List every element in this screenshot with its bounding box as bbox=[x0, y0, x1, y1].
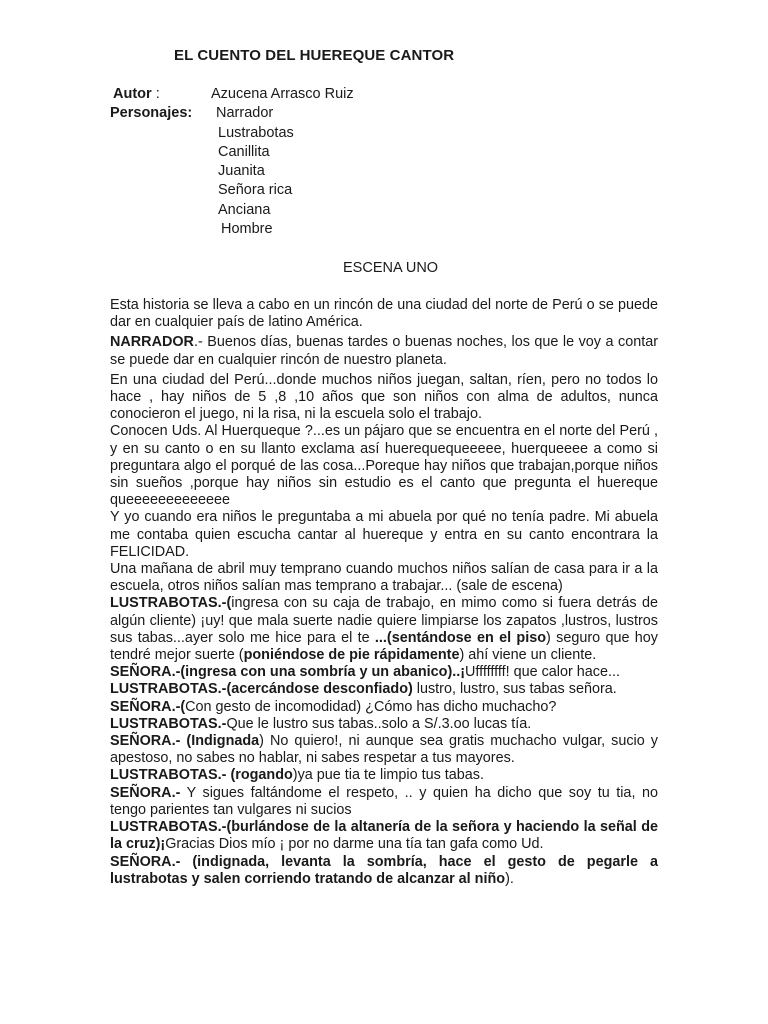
speaker-label: LUSTRABOTAS.-(acercándose desconfiado) bbox=[110, 681, 413, 698]
character-item: Hombre bbox=[221, 221, 273, 237]
stage-direction: poniéndose de pie rápidamente bbox=[243, 647, 460, 664]
character-item: Anciana bbox=[218, 202, 271, 218]
character-item: Juanita bbox=[218, 163, 265, 179]
paragraph bbox=[110, 716, 658, 733]
paragraph bbox=[110, 819, 658, 853]
paragraph: Una mañana de abril muy temprano cuando muchos niños salían de casa para ir a la escuela, otros niños salían mas temprano a trabajar... (sale de escena) bbox=[110, 561, 658, 595]
character-item: Señora rica bbox=[218, 182, 293, 198]
dialogue-text: ) seguro que hoy tendré mejor suerte ( bbox=[110, 629, 658, 664]
speaker-label: NARRADOR bbox=[110, 334, 194, 351]
paragraph: Conocen Uds. Al Huerqueque ?...es un pájaro que se encuentra en el norte del Perú , y en su canto o en su llanto exclama así huerequequeeeee, huerqueeee a como si preguntara algo el porqué de las cosa...Poreque hay niños que trabajan,porque niños sin sueños ,porque hay niños sin estudio es el canto que pregunta el huereque queeeeeeeeeeeee bbox=[110, 423, 658, 509]
dialogue-text: )ya pue tia te limpio tus tabas. bbox=[292, 767, 484, 784]
dialogue-text: lustro, lustro, sus tabas señora. bbox=[412, 681, 617, 698]
paragraph bbox=[110, 785, 658, 819]
stage-direction: ...(sentándose en el piso bbox=[374, 629, 547, 646]
speaker-label: LUSTRABOTAS.- bbox=[110, 715, 227, 732]
paragraph bbox=[110, 699, 658, 716]
dialogue-text: Gracias Dios mío ¡ por no darme una tía tan gafa como Ud. bbox=[165, 836, 544, 853]
speaker-label: SEÑORA.- bbox=[110, 784, 181, 801]
paragraph bbox=[110, 681, 658, 698]
character-item: Lustrabotas bbox=[218, 125, 294, 141]
speaker-label: SEÑORA.-(ingresa con una sombría y un abanico)..¡ bbox=[110, 664, 466, 681]
dialogue-text: ingresa con su caja de trabajo, en mimo como si fuera detrás de algún cliente) ¡uy! que mala suerte nadie quiere limpiarse los zapatos ,lustros, lustros sus tabas...ayer solo me hice para el te bbox=[110, 595, 658, 646]
paragraph: Y yo cuando era niños le preguntaba a mi abuela por qué no tenía padre. Mi abuela me contaba quien escucha cantar al huereque y entra en su canto encontrara la FELICIDAD. bbox=[110, 509, 658, 560]
paragraph: Esta historia se lleva a cabo en un rincón de una ciudad del norte de Perú o se puede dar en cualquier país de latino América. bbox=[110, 297, 658, 331]
characters-label: Personajes: bbox=[110, 105, 193, 121]
paragraph bbox=[110, 854, 658, 888]
dialogue-text: Con gesto de incomodidad) ¿Cómo has dicho muchacho? bbox=[185, 698, 557, 715]
dialogue-text: Que le lustro sus tabas..solo a S/.3.oo lucas tía. bbox=[226, 715, 532, 732]
dialogue-text: ) ahí viene un cliente. bbox=[459, 647, 597, 664]
scene-heading: ESCENA UNO bbox=[343, 260, 439, 276]
paragraph bbox=[110, 733, 658, 767]
paragraph bbox=[110, 334, 658, 368]
speaker-label: LUSTRABOTAS.-( bbox=[110, 595, 232, 612]
character-item: Narrador bbox=[216, 105, 274, 121]
paragraph bbox=[110, 595, 658, 664]
document-title: EL CUENTO DEL HUEREQUE CANTOR bbox=[174, 47, 455, 64]
speaker-label: SEÑORA.- (Indignada bbox=[110, 733, 260, 750]
paragraph: En una ciudad del Perú...donde muchos niños juegan, saltan, ríen, pero no todos lo hace , hay niños de 5 ,8 ,10 años que son niños con alma de adultos, nunca conocieron el juego, ni la risa, ni la escuela solo el trabajo. bbox=[110, 371, 658, 423]
script-body bbox=[110, 297, 658, 888]
speaker-label: SEÑORA.- (indignada, levanta la sombría, hace el gesto de pegarle a lustrabotas y salen corriendo tratando de alcanzar al niño bbox=[110, 853, 658, 887]
dialogue-text: ) No quiero!, ni aunque sea gratis muchacho vulgar, sucio y apestoso, no sabes no hablar, ni sabes respetar a tus mayores. bbox=[110, 733, 658, 767]
dialogue-text: ). bbox=[505, 870, 514, 887]
dialogue-text: .- Buenos días, buenas tardes o buenas noches, los que le voy a contar se puede dar en cualquier rincón de nuestro planeta. bbox=[110, 334, 658, 368]
speaker-label: LUSTRABOTAS.- (rogando bbox=[110, 767, 293, 784]
dialogue-text: Uffffffff! que calor hace... bbox=[465, 664, 620, 681]
speaker-label: LUSTRABOTAS.-(burlándose de la altanería de la señora y haciendo la señal de la cruz)¡ bbox=[110, 819, 658, 853]
character-item: Canillita bbox=[218, 144, 270, 160]
paragraph bbox=[110, 664, 658, 681]
author-label: Autor bbox=[113, 86, 152, 102]
paragraph bbox=[110, 767, 658, 784]
speaker-label: SEÑORA.-( bbox=[110, 698, 186, 715]
dialogue-text: Y sigues faltándome el respeto, .. y quien ha dicho que soy tu tia, no tengo parientes tan vulgares ni sucios bbox=[110, 784, 658, 818]
author-separator: : bbox=[151, 86, 160, 102]
author-row bbox=[113, 86, 354, 102]
characters-label-row bbox=[110, 105, 192, 121]
author-name: Azucena Arrasco Ruiz bbox=[211, 86, 354, 102]
